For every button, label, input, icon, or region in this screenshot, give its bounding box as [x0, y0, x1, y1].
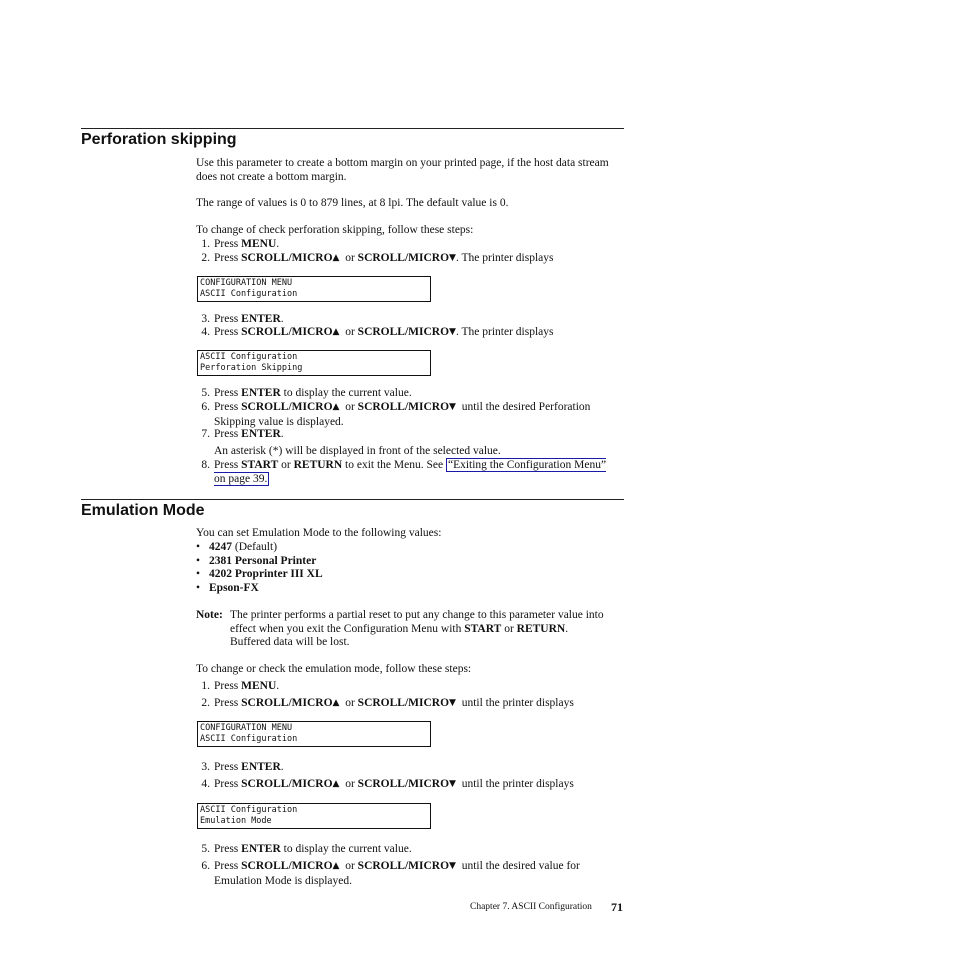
up-arrow-icon: ▲ — [332, 327, 340, 337]
down-arrow-icon: ▼ — [449, 698, 456, 708]
section-rule — [81, 128, 624, 129]
down-arrow-icon: ▼ — [449, 861, 456, 871]
up-arrow-icon: ▲ — [332, 698, 340, 708]
chapter-footer: Chapter 7. ASCII Configuration — [470, 902, 592, 912]
display-panel: ASCII Configuration Emulation Mode — [197, 803, 431, 829]
paragraph: To change of check perforation skipping, follow these steps: — [196, 224, 474, 236]
page-number: 71 — [611, 900, 623, 914]
up-arrow-icon: ▲ — [332, 779, 340, 789]
section-title: Perforation skipping — [81, 131, 237, 148]
up-arrow-icon: ▲ — [332, 253, 340, 263]
paragraph: An asterisk (*) will be displayed in front of the selected value. — [214, 445, 501, 457]
section-title: Emulation Mode — [81, 502, 205, 519]
display-panel: CONFIGURATION MENU ASCII Configuration — [197, 721, 431, 747]
down-arrow-icon: ▼ — [449, 402, 456, 412]
down-arrow-icon: ▼ — [449, 327, 456, 337]
paragraph: The range of values is 0 to 879 lines, at 8 lpi. The default value is 0. — [196, 197, 509, 209]
paragraph: You can set Emulation Mode to the following values: — [196, 527, 442, 539]
up-arrow-icon: ▲ — [332, 861, 340, 871]
down-arrow-icon: ▼ — [449, 253, 456, 263]
display-panel: ASCII Configuration Perforation Skipping — [197, 350, 431, 376]
paragraph: To change or check the emulation mode, follow these steps: — [196, 663, 472, 675]
down-arrow-icon: ▼ — [449, 779, 456, 789]
cross-reference-link[interactable]: “Exiting the Configuration Menu” on page 39. — [214, 459, 607, 485]
section-rule — [81, 499, 624, 500]
paragraph: Use this parameter to create a bottom margin on your printed page, if the host data stream does not create a bottom margin. — [196, 157, 609, 183]
display-panel: CONFIGURATION MENU ASCII Configuration — [197, 276, 431, 302]
up-arrow-icon: ▲ — [332, 402, 340, 412]
